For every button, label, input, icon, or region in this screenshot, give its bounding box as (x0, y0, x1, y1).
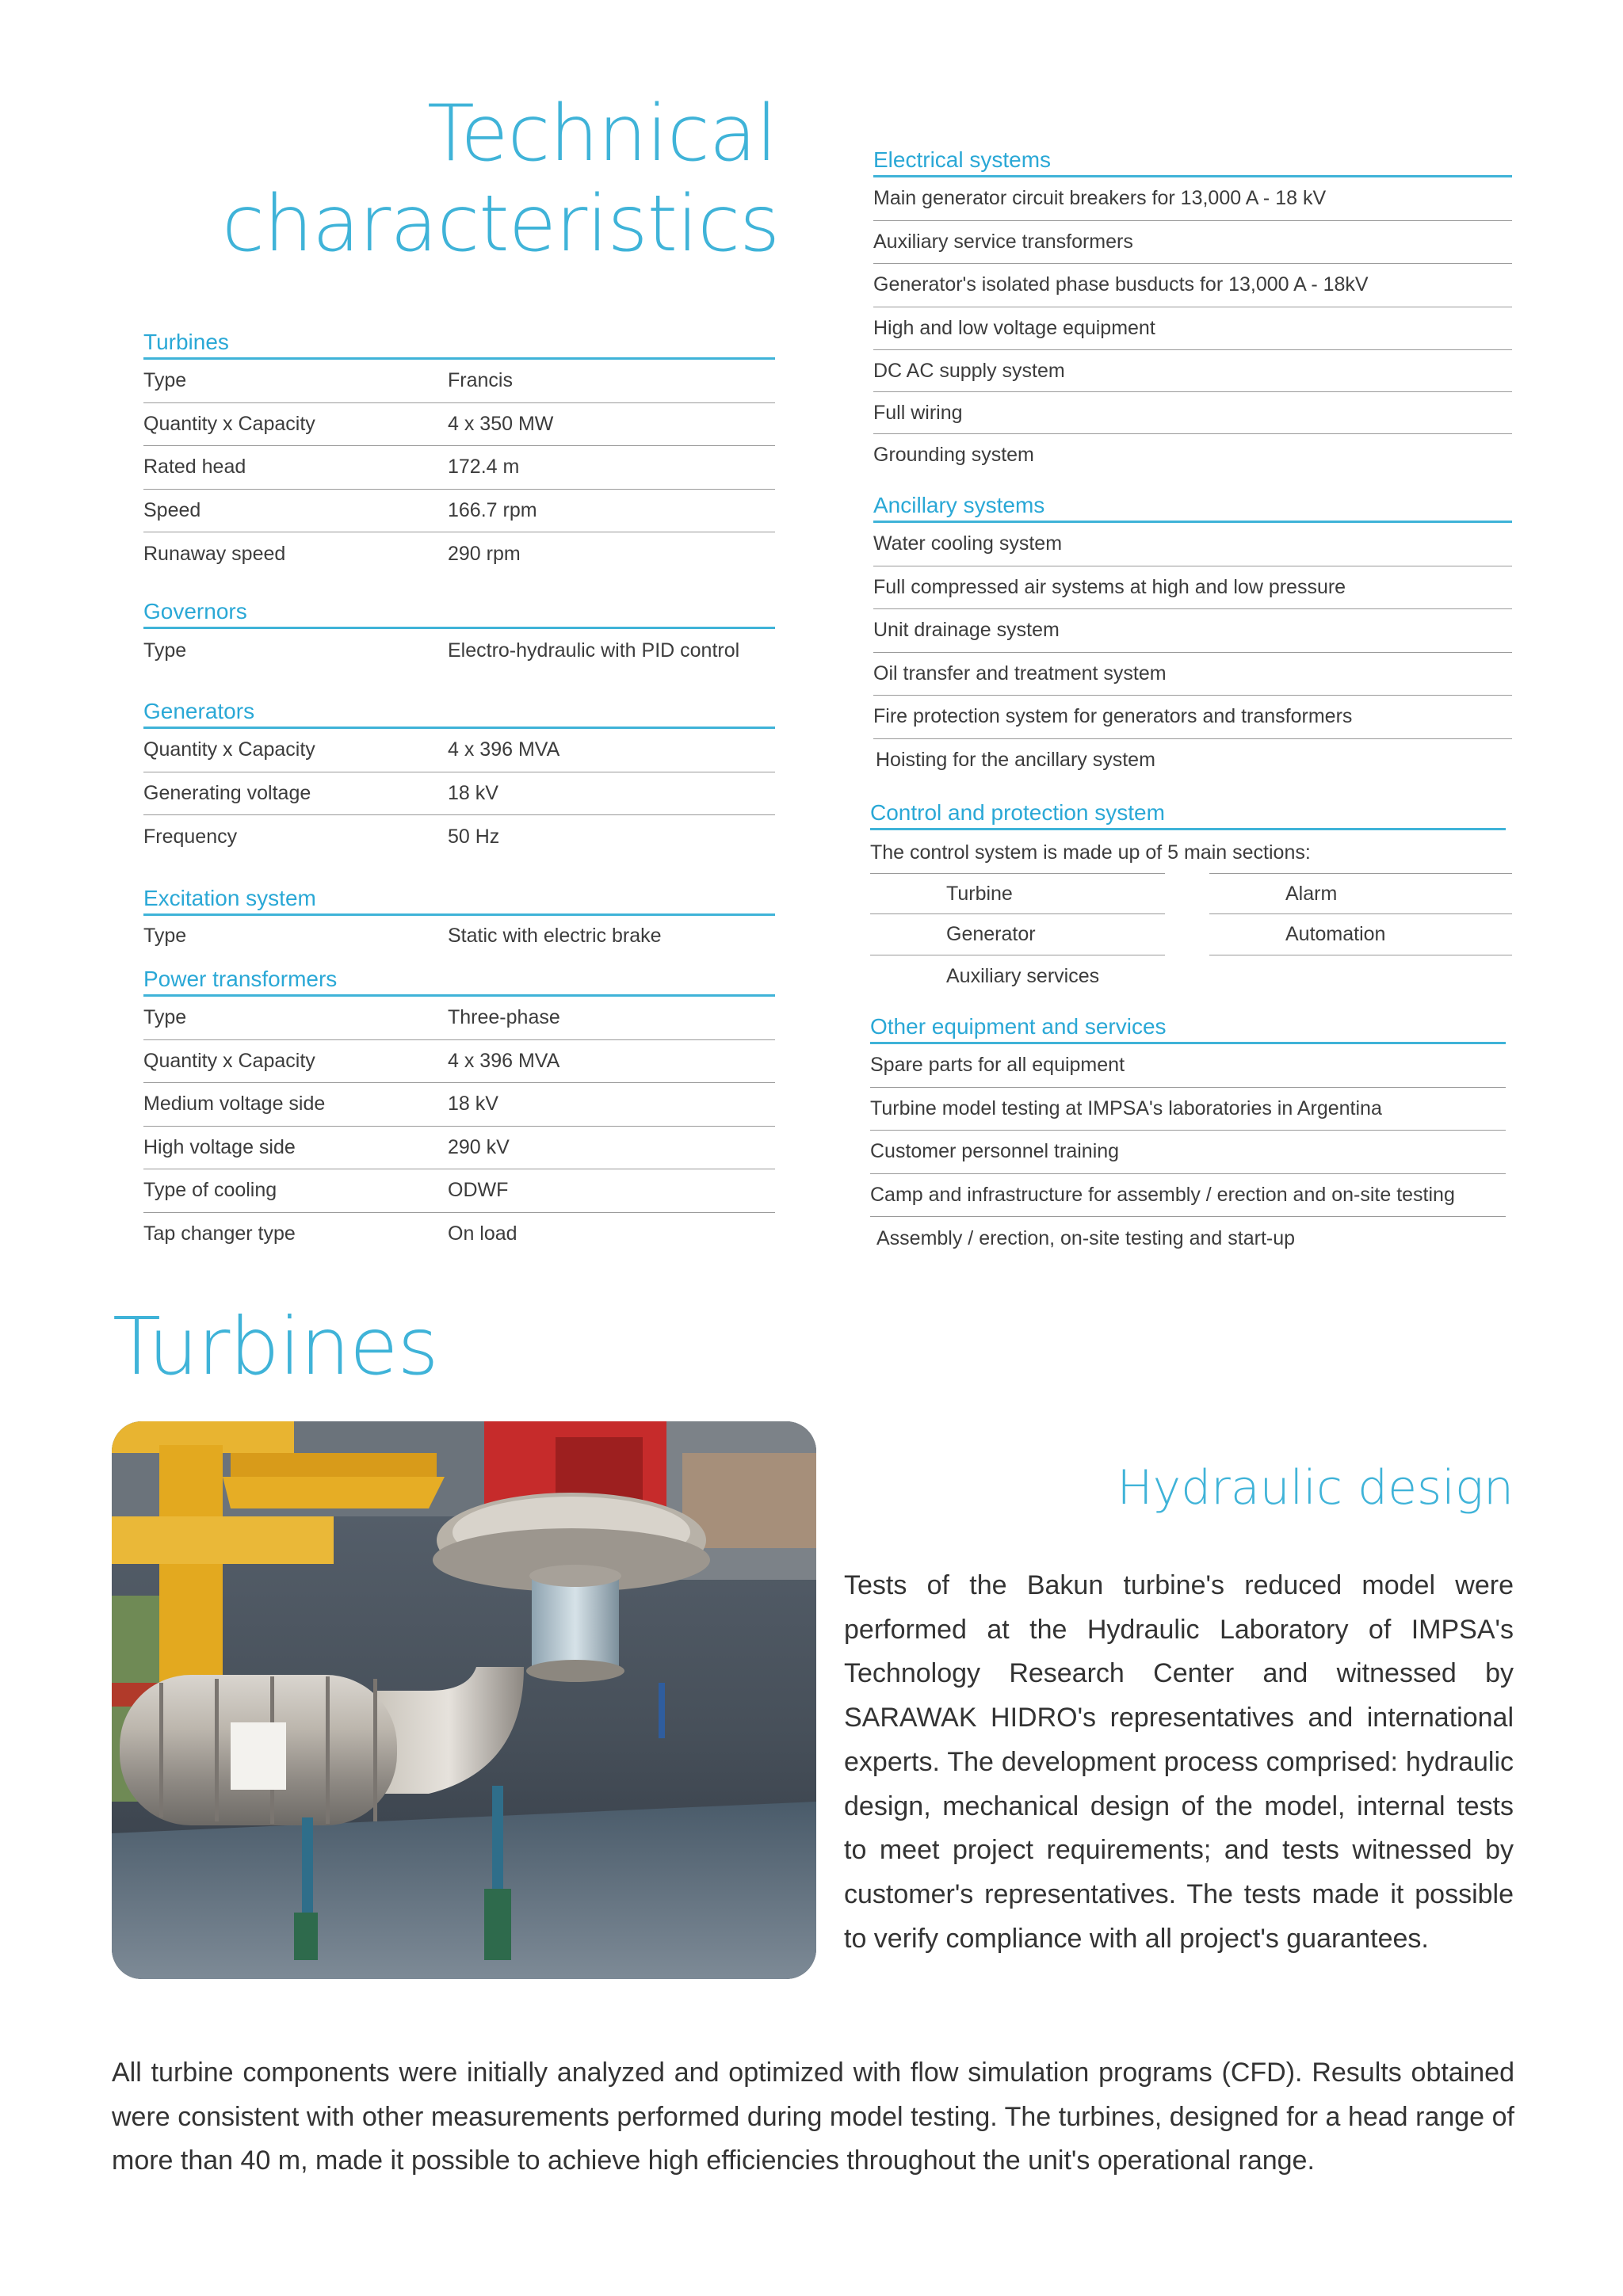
table-row (143, 916, 775, 955)
list-item (870, 1174, 1506, 1218)
list-item (870, 1217, 1506, 1261)
item-label: Full compressed air systems at high and low pressure (873, 575, 1346, 598)
table-row (143, 360, 775, 403)
item-label: Oil transfer and treatment system (873, 662, 1167, 685)
page-title-line2: characteristics (222, 179, 780, 269)
row-key: Generating voltage (143, 781, 311, 804)
list-item (873, 221, 1512, 265)
electrical-table (873, 144, 1512, 476)
item-label: Water cooling system (873, 532, 1063, 555)
row-key: Type (143, 1006, 187, 1029)
row-value: 166.7 rpm (448, 498, 537, 521)
list-item (873, 307, 1512, 351)
row-value: 4 x 396 MVA (448, 738, 560, 761)
table-body (143, 360, 775, 576)
item-label: Alarm (1285, 882, 1338, 905)
item-label: DC AC supply system (873, 359, 1065, 382)
table-row (143, 490, 775, 533)
turbines-title: Turbines (113, 1300, 438, 1393)
row-value: Static with electric brake (448, 924, 662, 947)
row-value: Francis (448, 369, 513, 392)
row-key: Rated head (143, 456, 246, 479)
list-item (873, 434, 1512, 476)
item-label: Full wiring (873, 401, 963, 424)
row-value: 50 Hz (448, 825, 500, 848)
table-row (143, 446, 775, 490)
list-item (873, 392, 1512, 434)
control-section-item (1209, 873, 1512, 914)
item-label: Unit drainage system (873, 619, 1060, 642)
table-row (143, 729, 775, 772)
row-value: 4 x 350 MW (448, 412, 554, 435)
item-label: Hoisting for the ancillary system (876, 749, 1155, 772)
list-item (873, 739, 1512, 783)
list-item (873, 696, 1512, 739)
control-section-item (870, 914, 1165, 955)
table-body (873, 177, 1512, 476)
excitation-table (143, 883, 775, 955)
item-label: Spare parts for all equipment (870, 1054, 1125, 1077)
table-row (143, 772, 775, 816)
table-body (143, 629, 775, 673)
table-row (143, 997, 775, 1040)
item-label: Generator (946, 923, 1036, 945)
section-heading: Other equipment and services (870, 1011, 1506, 1044)
list-item (873, 566, 1512, 610)
item-label: Generator's isolated phase busducts for 13,000 A - 18kV (873, 273, 1369, 296)
cfd-paragraph: All turbine components were initially analyzed and optimized with flow simulation programs (CFD). Results obtained were consistent with other measurements performed during model testing. The turbines, designed for a head range of more than 40 m, made it possible to achieve high efficiencies throughout the unit's operational range. (112, 2058, 1514, 2176)
table-row (143, 1083, 775, 1127)
transformers-table (143, 963, 775, 1256)
item-label: High and low voltage equipment (873, 316, 1155, 339)
item-label: Fire protection system for generators and transformers (873, 705, 1353, 728)
page-title (222, 89, 780, 269)
row-value: 4 x 396 MVA (448, 1049, 560, 1072)
list-item (873, 609, 1512, 653)
row-key: Frequency (143, 825, 238, 848)
governors-table (143, 596, 775, 673)
row-key: Quantity x Capacity (143, 412, 315, 435)
list-item (873, 523, 1512, 566)
row-key: Quantity x Capacity (143, 738, 315, 761)
generators-table (143, 696, 775, 859)
row-key: Quantity x Capacity (143, 1049, 315, 1072)
table-body (143, 997, 775, 1256)
list-item (873, 350, 1512, 392)
table-row (143, 532, 775, 576)
row-value: 18 kV (448, 781, 498, 804)
row-key: Type (143, 369, 187, 392)
item-label: Main generator circuit breakers for 13,000 A - 18 kV (873, 187, 1327, 210)
row-key: Tap changer type (143, 1222, 296, 1245)
list-item (873, 653, 1512, 696)
control-section-item (1209, 914, 1512, 955)
section-heading: Electrical systems (873, 144, 1512, 177)
section-heading: Governors (143, 596, 775, 629)
ancillary-table (873, 490, 1512, 782)
row-value: Three-phase (448, 1006, 560, 1029)
item-label: Assembly / erection, on-site testing and start-up (876, 1226, 1296, 1249)
section-heading: Excitation system (143, 883, 775, 916)
list-item (873, 177, 1512, 221)
row-key: Type (143, 924, 187, 947)
row-value: 290 kV (448, 1135, 510, 1158)
other-table (870, 1011, 1506, 1261)
turbines-table (143, 326, 775, 576)
item-label: Turbine (946, 882, 1013, 905)
control-section-item (870, 955, 1165, 997)
control-intro (870, 830, 1506, 875)
table-row (143, 1169, 775, 1213)
row-key: High voltage side (143, 1135, 296, 1158)
item-label: Customer personnel training (870, 1140, 1120, 1163)
table-body (143, 729, 775, 859)
table-body (870, 1044, 1506, 1261)
row-key: Medium voltage side (143, 1093, 326, 1116)
item-label: Grounding system (873, 444, 1034, 466)
page-title-line1: Technical (427, 89, 777, 179)
control-section-item (870, 873, 1165, 914)
turbine-model-illustration (112, 1421, 816, 1979)
table-row (143, 1040, 775, 1084)
section-heading: Power transformers (143, 963, 775, 997)
item-label: Camp and infrastructure for assembly / erection and on-site testing (870, 1183, 1455, 1206)
row-value: ODWF (448, 1179, 509, 1202)
list-item (873, 264, 1512, 307)
table-row (143, 403, 775, 447)
row-key: Speed (143, 498, 201, 521)
section-heading: Turbines (143, 326, 775, 360)
list-item (870, 1088, 1506, 1131)
table-body (143, 916, 775, 955)
table-row (143, 1213, 775, 1257)
row-value: 290 rpm (448, 542, 521, 565)
hydraulic-design-body: Tests of the Bakun turbine's reduced model were performed at the Hydraulic Laboratory of IMPSA's Technology Research Center and witnessed by SARAWAK HIDRO's representatives and international experts. The development process comprised: hydraulic design, mechanical design of the model, internal tests to meet project requirements; and tests witnessed by customer's representatives. The tests made it possible to verify compliance with all project's guarantees. (844, 1570, 1514, 1954)
row-value: On load (448, 1222, 517, 1245)
row-value: Electro-hydraulic with PID control (448, 639, 740, 662)
section-heading: Control and protection system (870, 797, 1506, 830)
intro-text: The control system is made up of 5 main sections: (870, 841, 1311, 864)
row-key: Runaway speed (143, 542, 286, 565)
table-body (873, 523, 1512, 782)
section-heading: Ancillary systems (873, 490, 1512, 523)
item-label: Turbine model testing at IMPSA's laboratories in Argentina (870, 1097, 1382, 1119)
row-value: 18 kV (448, 1093, 498, 1116)
section-heading: Generators (143, 696, 775, 729)
table-row (143, 1127, 775, 1170)
turbine-model-photo (112, 1421, 816, 1979)
list-item (870, 1131, 1506, 1174)
item-label: Auxiliary service transformers (873, 230, 1133, 253)
row-key: Type (143, 639, 187, 662)
table-row (143, 629, 775, 673)
row-value: 172.4 m (448, 456, 520, 479)
item-label: Automation (1285, 923, 1386, 945)
row-key: Type of cooling (143, 1179, 277, 1202)
list-item (870, 1044, 1506, 1088)
table-row (143, 815, 775, 859)
hydraulic-design-title: Hydraulic design (1117, 1460, 1514, 1516)
control-table (870, 797, 1506, 875)
item-label: Auxiliary services (946, 964, 1100, 987)
